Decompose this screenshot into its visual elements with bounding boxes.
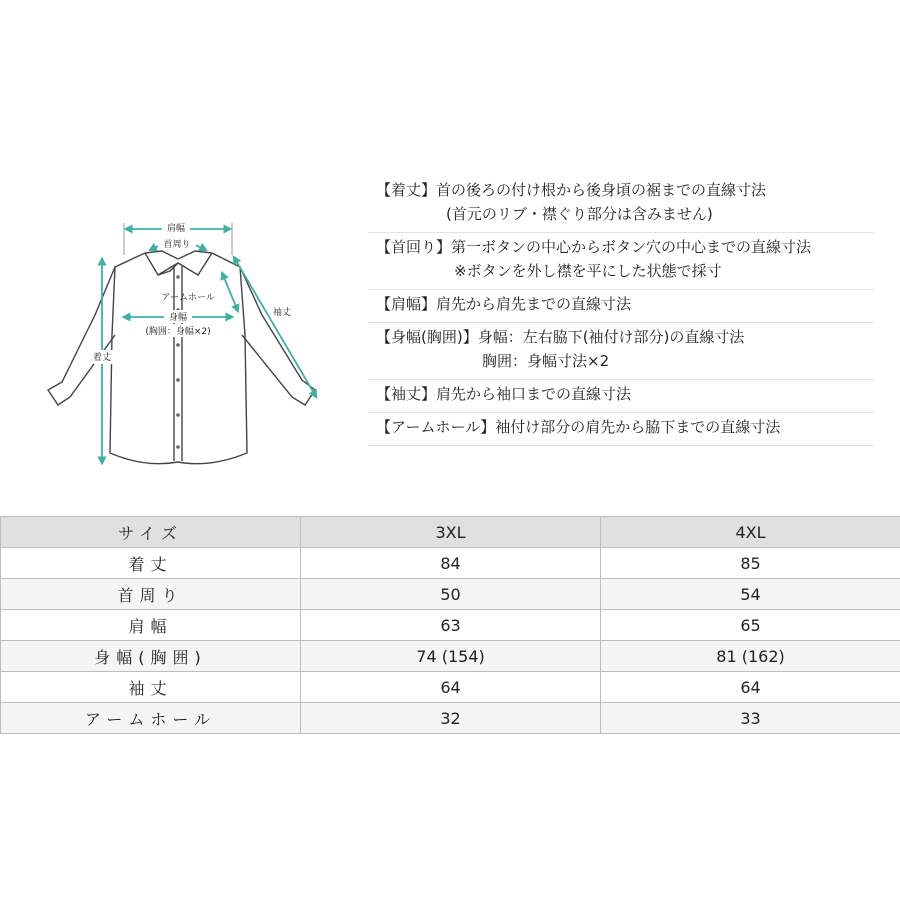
- table-cell: 64: [301, 672, 601, 703]
- sleeve-label: 袖丈: [272, 308, 292, 318]
- table-cell: 32: [301, 703, 601, 734]
- shirt-illustration: [40, 185, 340, 485]
- table-row: [1, 641, 900, 672]
- row-label: 着丈: [1, 548, 301, 579]
- table-row: [1, 610, 900, 641]
- table-cell: 64: [601, 672, 900, 703]
- body-width-label: 身幅: [168, 313, 188, 323]
- table-cell: 74 (154): [301, 641, 601, 672]
- definition-shoulder: [368, 290, 874, 323]
- shirt-measurement-diagram: [40, 185, 340, 485]
- header-cell: 4XL: [601, 517, 900, 548]
- definition-note: 胸囲：身幅寸法×2: [482, 352, 610, 370]
- table-cell: 50: [301, 579, 601, 610]
- row-label: アームホール: [1, 703, 301, 734]
- row-label: 袖丈: [1, 672, 301, 703]
- row-label: 身幅(胸囲): [1, 641, 301, 672]
- row-label: 肩幅: [1, 610, 301, 641]
- definition-text: 【着丈】首の後ろの付け根から後身頃の裾までの直線寸法: [376, 181, 767, 199]
- definition-text: 【首回り】第一ボタンの中心からボタン穴の中心までの直線寸法: [376, 238, 812, 256]
- table-cell: 54: [601, 579, 900, 610]
- armhole-arrow: [223, 275, 237, 309]
- table-cell: 33: [601, 703, 900, 734]
- measurement-labels: [90, 221, 291, 364]
- measurement-definitions: [368, 176, 874, 446]
- definition-text: 【袖丈】肩先から袖口までの直線寸法: [376, 385, 632, 403]
- chest-label: (胸囲：身幅×2): [145, 327, 211, 337]
- table-cell: 85: [601, 548, 900, 579]
- definition-text: 【身幅(胸囲)】身幅：左右脇下(袖付け部分)の直線寸法: [376, 328, 745, 346]
- row-label: 首周り: [1, 579, 301, 610]
- definition-armhole: [368, 413, 874, 446]
- table-cell: 81 (162): [601, 641, 900, 672]
- length-label: 着丈: [92, 353, 112, 363]
- shirt-outline: [48, 251, 315, 464]
- table-cell: 84: [301, 548, 601, 579]
- armhole-label: アームホール: [161, 293, 215, 303]
- table-row: [1, 579, 900, 610]
- table-row: [1, 703, 900, 734]
- definition-text: 【肩幅】肩先から肩先までの直線寸法: [376, 295, 632, 313]
- shoulder-label: 肩幅: [166, 224, 186, 234]
- definition-neck: [368, 233, 874, 290]
- table-cell: 65: [601, 610, 900, 641]
- sleeve-arrow: [235, 259, 315, 395]
- header-cell: サイズ: [1, 517, 301, 548]
- definition-note: ※ボタンを外し襟を平にした状態で採寸: [454, 262, 722, 280]
- neck-label: 首周り: [163, 240, 191, 250]
- definition-body-width: [368, 323, 874, 380]
- definition-sleeve: [368, 380, 874, 413]
- definition-text: 【アームホール】袖付け部分の肩先から脇下までの直線寸法: [376, 418, 781, 436]
- table-header-row: [1, 517, 900, 548]
- table-row: [1, 672, 900, 703]
- header-cell: 3XL: [301, 517, 601, 548]
- table-cell: 63: [301, 610, 601, 641]
- definition-length: [368, 176, 874, 233]
- definition-note: (首元のリブ・襟ぐり部分は含みません): [446, 205, 713, 223]
- table-row: [1, 548, 900, 579]
- size-table: [0, 516, 900, 734]
